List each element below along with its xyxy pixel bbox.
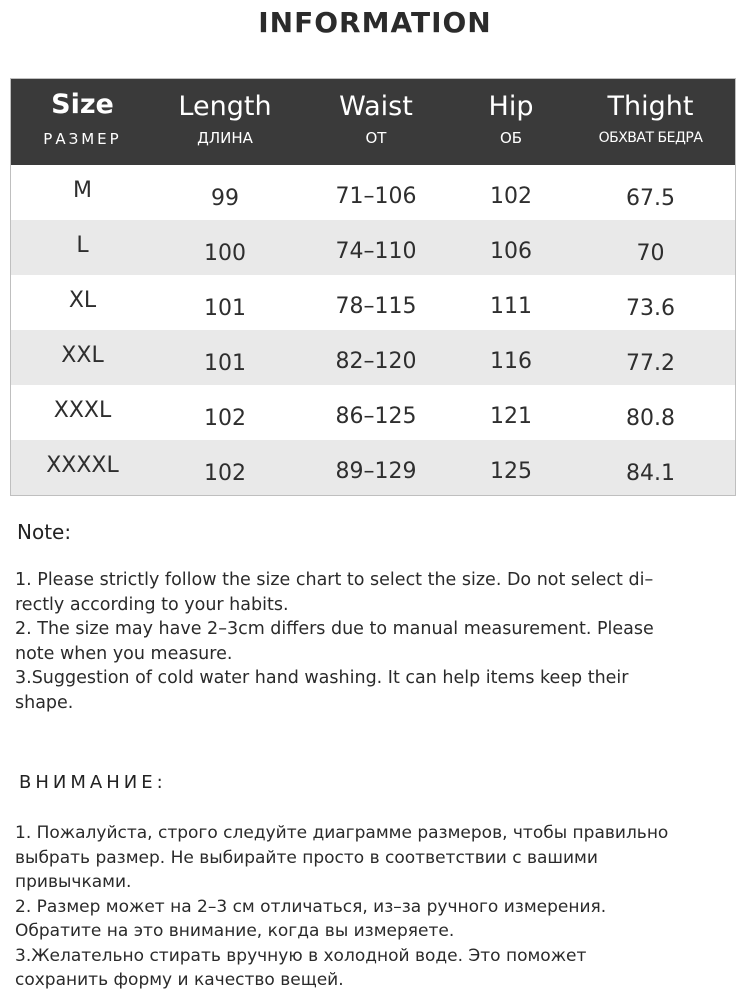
ru-note-line: привычками.	[15, 872, 132, 892]
note-line: 2. The size may have 2–3cm differs due to manual measurement. Please	[15, 619, 654, 639]
cell-length: 100	[204, 241, 246, 266]
note-line: rectly according to your habits.	[15, 594, 289, 615]
ru-note-heading: ВНИМАНИЕ:	[19, 772, 167, 793]
cell-thigh: 80.8	[626, 406, 675, 431]
cell-size: XXXL	[53, 398, 112, 423]
cell-length: 101	[204, 351, 246, 376]
cell-thigh: 84.1	[626, 461, 675, 486]
cell-thigh: 70	[636, 241, 665, 266]
cell-size: M	[73, 178, 92, 203]
cell-hip: 102	[490, 184, 532, 209]
header-waist-en: Waist	[339, 91, 413, 122]
note-heading: Note:	[17, 520, 72, 544]
note-line: note when you measure.	[15, 643, 233, 664]
cell-hip: 116	[490, 349, 532, 374]
header-waist-ru: ОТ	[365, 129, 387, 147]
cell-thigh: 77.2	[626, 351, 675, 376]
note-line: shape.	[15, 692, 74, 713]
header-hip	[456, 79, 566, 165]
note-text	[15, 568, 735, 715]
cell-thigh: 67.5	[626, 186, 675, 211]
note-line: 3.Suggestion of cold water hand washing. It can help items keep their	[15, 668, 629, 688]
header-waist	[296, 79, 456, 165]
cell-hip: 121	[490, 404, 532, 429]
header-thigh	[566, 79, 735, 165]
table-row	[11, 330, 735, 385]
cell-hip: 111	[490, 294, 532, 319]
ru-note-line: 3.Желательно стирать вручную в холодной воде. Это поможет	[15, 945, 587, 966]
cell-size: XXXXL	[46, 453, 119, 478]
header-thigh-en: Thight	[607, 91, 694, 122]
table-row	[11, 275, 735, 330]
header-hip-ru: ОБ	[499, 129, 523, 147]
cell-waist: 89–129	[335, 459, 417, 484]
cell-length: 102	[204, 461, 246, 486]
cell-length: 101	[204, 296, 246, 321]
cell-size: XL	[68, 288, 97, 313]
ru-note-line: Обратите на это внимание, когда вы измеряете.	[15, 921, 455, 941]
note-line: 1. Please strictly follow the size chart to select the size. Do not select di–	[15, 570, 654, 590]
table-row	[11, 165, 735, 220]
ru-note-line: сохранить форму и качество вещей.	[15, 970, 344, 990]
cell-length: 99	[211, 186, 239, 211]
header-size-ru: РАЗМЕР	[43, 130, 122, 148]
size-chart-table	[10, 78, 736, 496]
cell-waist: 82–120	[335, 349, 417, 374]
header-size-en: Size	[51, 89, 114, 120]
cell-waist: 74–110	[335, 239, 417, 264]
cell-hip: 106	[490, 239, 532, 264]
ru-note-line: выбрать размер. Не выбирайте просто в соответствии с вашими	[15, 847, 598, 868]
header-size	[11, 79, 154, 165]
table-row	[11, 220, 735, 275]
page-title: INFORMATION	[258, 6, 492, 39]
cell-length: 102	[204, 406, 246, 431]
ru-note-text	[15, 821, 740, 993]
cell-waist: 78–115	[335, 294, 417, 319]
cell-thigh: 73.6	[626, 296, 675, 321]
table-header	[11, 79, 735, 165]
cell-waist: 86–125	[335, 404, 417, 429]
header-length-en: Length	[178, 91, 272, 122]
header-length-ru: ДЛИНА	[197, 129, 253, 147]
cell-hip: 125	[490, 459, 532, 484]
table-row	[11, 385, 735, 440]
ru-note-line: 2. Размер может на 2–3 см отличаться, из–за ручного измерения.	[15, 896, 607, 917]
cell-waist: 71–106	[335, 184, 417, 209]
table-row	[11, 440, 735, 495]
cell-size: L	[76, 233, 89, 258]
header-length	[154, 79, 296, 165]
ru-note-line: 1. Пожалуйста, строго следуйте диаграмме размеров, чтобы правильно	[15, 823, 669, 843]
cell-size: XXL	[61, 343, 104, 368]
header-hip-en: Hip	[488, 91, 534, 122]
header-thigh-ru: ОБХВАТ БЕДРА	[598, 130, 703, 146]
